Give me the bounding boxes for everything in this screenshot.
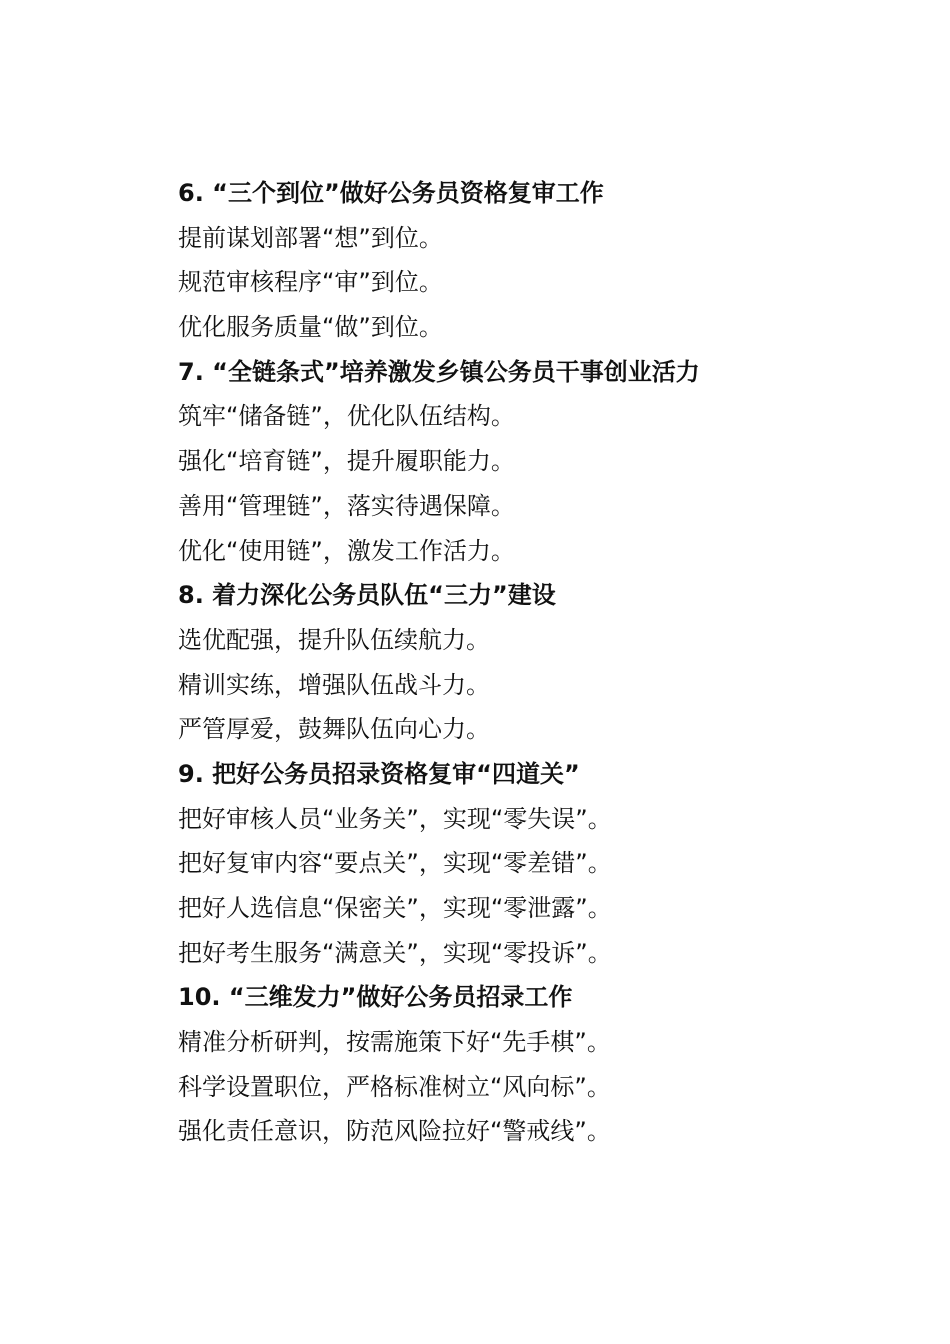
section-8 <box>178 573 878 752</box>
list-item: 优化“使用链”，激发工作活力。 <box>178 536 515 565</box>
list-item: 严管厚爱，鼓舞队伍向心力。 <box>178 715 490 744</box>
list-item: 科学设置职位，严格标准树立“风向标”。 <box>178 1072 611 1101</box>
list-item: 强化责任意识，防范风险拉好“警戒线”。 <box>178 1117 611 1146</box>
list-item: 筑牢“储备链”，优化队伍结构。 <box>178 402 515 431</box>
list-item: 选优配强，提升队伍续航力。 <box>178 625 490 654</box>
list-item: 把好考生服务“满意关”，实现“零投诉”。 <box>178 938 612 967</box>
section-10 <box>178 975 878 1154</box>
list-item: 把好审核人员“业务关”，实现“零失误”。 <box>178 804 612 833</box>
section-6 <box>178 171 878 350</box>
section-heading: 9. 把好公务员招录资格复审“四道关” <box>178 759 580 788</box>
list-item: 精训实练，增强队伍战斗力。 <box>178 670 490 699</box>
list-item: 精准分析研判，按需施策下好“先手棋”。 <box>178 1028 611 1057</box>
list-item: 规范审核程序“审”到位。 <box>178 268 443 297</box>
list-item: 把好人选信息“保密关”，实现“零泄露”。 <box>178 894 612 922</box>
section-7 <box>178 350 878 573</box>
section-heading: 10. “三维发力”做好公务员招录工作 <box>178 983 573 1012</box>
section-9 <box>178 752 878 975</box>
list-item: 提前谋划部署“想”到位。 <box>178 223 443 252</box>
section-heading: 7. “全链条式”培养激发乡镇公务员干事创业活力 <box>178 357 700 386</box>
list-item: 善用“管理链”，落实待遇保障。 <box>178 491 515 520</box>
document-body <box>178 171 878 1154</box>
list-item: 优化服务质量“做”到位。 <box>178 313 443 342</box>
section-heading: 6. “三个到位”做好公务员资格复审工作 <box>178 179 604 207</box>
section-heading: 8. 着力深化公务员队伍“三力”建设 <box>178 581 556 610</box>
list-item: 强化“培育链”，提升履职能力。 <box>178 447 515 476</box>
list-item: 把好复审内容“要点关”，实现“零差错”。 <box>178 849 612 878</box>
